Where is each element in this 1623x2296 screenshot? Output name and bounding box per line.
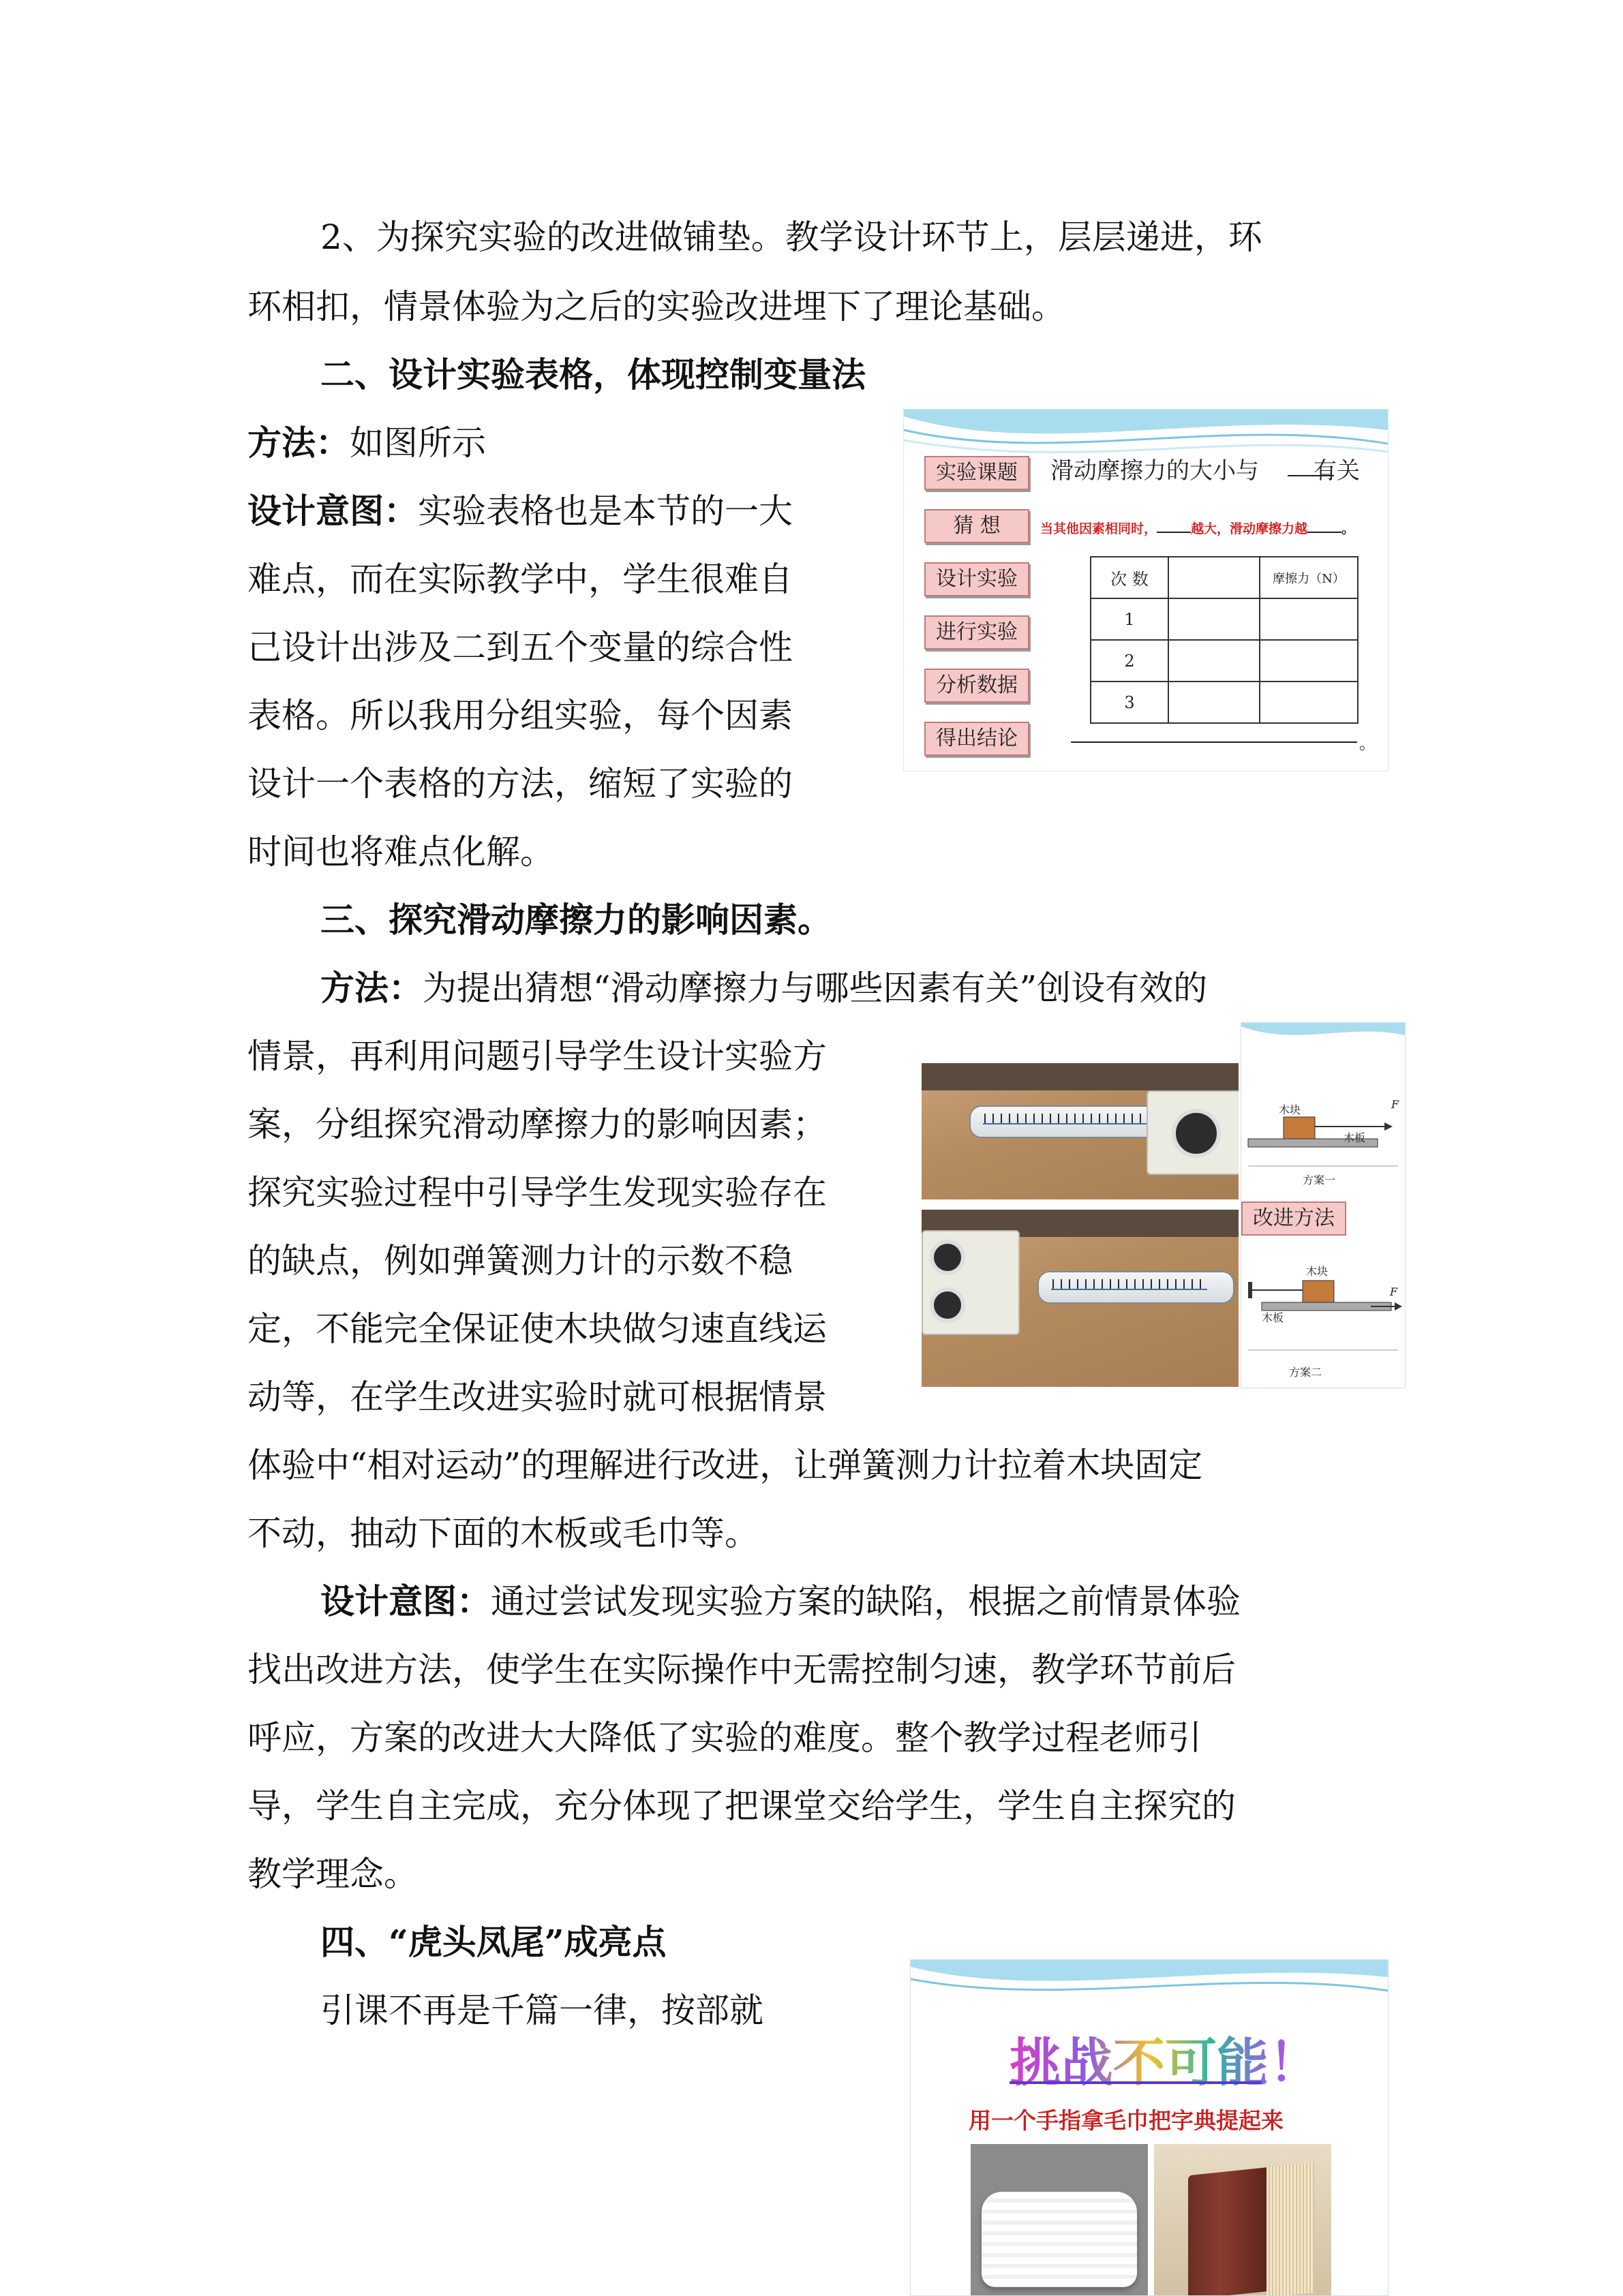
diag1-block-label: 木块 <box>1279 1103 1301 1116</box>
intent-line5: 设计一个表格的方法，缩短了实验的 <box>247 764 793 803</box>
challenge-title: 挑战不可能！ <box>1010 2021 1320 2096</box>
diag2-block-label: 木块 <box>1306 1265 1329 1278</box>
header-count: 次 数 <box>1091 557 1168 598</box>
m3-line3: 案，分组探究滑动摩擦力的影响因素； <box>247 1105 827 1144</box>
diag1-force-label: F <box>1391 1098 1399 1111</box>
intent-line2: 难点，而在实际教学中，学生很难自 <box>247 560 793 599</box>
diag-wave <box>1241 1023 1405 1050</box>
p1-line1: 2、为探究实验的改进做铺垫。教学设计环节上，层层递进，环 <box>320 217 1262 257</box>
slide1-guess <box>1040 519 1354 537</box>
btn-analyze-data[interactable]: 分析数据 <box>924 669 1029 703</box>
diag1-caption: 方案一 <box>1303 1174 1336 1187</box>
btn-experiment-topic[interactable]: 实验课题 <box>924 456 1029 490</box>
title-underline <box>1010 2081 1262 2084</box>
m3-line6: 定，不能完全保证使木块做匀速直线运 <box>247 1309 827 1349</box>
photo-experiment-2 <box>922 1210 1239 1387</box>
header-force: 摩擦力（N） <box>1260 557 1358 598</box>
btn-guess[interactable]: 猜 想 <box>924 509 1029 543</box>
section-4-heading: 四、“虎头凤尾”成亮点 <box>320 1922 667 1962</box>
diag2-force-label: F <box>1390 1285 1398 1298</box>
btn-do-experiment[interactable]: 进行实验 <box>924 615 1029 649</box>
method-text: 如图所示 <box>350 423 486 463</box>
intent-line3: 己设计出涉及二到五个变量的综合性 <box>247 628 793 667</box>
i3-label: 设计意图： <box>320 1581 491 1621</box>
intent-text-1: 实验表格也是本节的一大 <box>418 491 793 531</box>
intent-label: 设计意图： <box>247 491 418 531</box>
diag1-board-label: 木板 <box>1344 1131 1366 1144</box>
slide1-title-end: 有关 <box>1314 457 1360 485</box>
improvement-diagram <box>1241 1022 1406 1388</box>
i3-line2: 找出改进方法，使学生在实际操作中无需控制匀速，教学环节前后 <box>247 1650 1236 1689</box>
spring-scale-2 <box>1037 1271 1234 1304</box>
conclusion-blank <box>1071 741 1357 743</box>
challenge-subtitle: 用一个手指拿毛巾把字典提起来 <box>969 2107 1284 2134</box>
m3-line5: 的缺点，例如弹簧测力计的示数不稳 <box>247 1241 793 1281</box>
guess-end: 。 <box>1341 521 1355 536</box>
m3-line7: 动等，在学生改进实验时就可根据情景 <box>247 1377 827 1417</box>
m3-text-1: 为提出猜想“滑动摩擦力与哪些因素有关”创设有效的 <box>423 968 1208 1008</box>
row-1: 1 <box>1091 598 1168 640</box>
p1-line2: 环相扣，情景体验为之后的实验改进埋下了理论基础。 <box>247 287 1065 326</box>
data-table <box>1090 556 1359 724</box>
method-line <box>247 421 486 465</box>
section-2-heading: 二、设计实验表格，体现控制变量法 <box>320 354 866 395</box>
title-blank <box>1288 475 1334 476</box>
slide1-title <box>1050 452 1360 485</box>
guess-a: 当其他因素相同时， <box>1040 521 1157 536</box>
spring-scale-1 <box>969 1105 1177 1138</box>
m3-line4: 探究实验过程中引导学生发现实验存在 <box>247 1173 827 1212</box>
i3-line1 <box>320 1580 1241 1623</box>
m3-line9: 不动，抽动下面的木板或毛巾等。 <box>247 1514 759 1553</box>
i3-line3: 呼应，方案的改进大大降低了实验的难度。整个教学过程老师引 <box>247 1718 1202 1758</box>
intent-line1 <box>247 489 793 533</box>
challenge-slide <box>910 1959 1389 2296</box>
improve-method-button[interactable]: 改进方法 <box>1241 1201 1346 1236</box>
method-label: 方法： <box>247 423 350 463</box>
m3-label: 方法： <box>320 968 423 1008</box>
photo-experiment-1 <box>922 1063 1239 1199</box>
experiment-table-slide <box>903 409 1389 771</box>
m3-line2: 情景，再利用问题引导学生设计实验方 <box>247 1037 827 1076</box>
intent-line6: 时间也将难点化解。 <box>247 832 554 872</box>
dictionary-photo <box>1154 2144 1331 2295</box>
wood-block-2 <box>922 1230 1020 1335</box>
btn-design-experiment[interactable]: 设计实验 <box>924 562 1029 596</box>
i3-text-1: 通过尝试发现实验方案的缺陷，根据之前情景体验 <box>491 1582 1241 1621</box>
p4-line1: 引课不再是千篇一律，按部就 <box>320 1991 763 2030</box>
towel-photo <box>971 2144 1148 2295</box>
slide3-wave <box>911 1960 1388 2008</box>
wood-block-1 <box>1147 1090 1239 1175</box>
row-2: 2 <box>1091 640 1168 682</box>
i3-line4: 导，学生自主完成，充分体现了把课堂交给学生，学生自主探究的 <box>247 1786 1236 1826</box>
row-3: 3 <box>1091 682 1168 723</box>
scheme-1-drawing <box>1241 1064 1405 1180</box>
slide1-title-text: 滑动摩擦力的大小与 <box>1050 457 1259 485</box>
diag2-board-label: 木板 <box>1262 1311 1284 1324</box>
m3-line1 <box>320 966 1207 1010</box>
conclusion-end: 。 <box>1359 734 1376 753</box>
guess-b: 越大，滑动摩擦力越 <box>1191 521 1308 536</box>
m3-line8: 体验中“相对运动”的理解进行改进，让弹簧测力计拉着木块固定 <box>247 1445 1203 1485</box>
btn-conclusion[interactable]: 得出结论 <box>924 722 1029 756</box>
intent-line4: 表格。所以我用分组实验，每个因素 <box>247 696 793 735</box>
diag2-caption: 方案二 <box>1289 1366 1322 1379</box>
i3-line5: 教学理念。 <box>247 1854 418 1894</box>
section-3-heading: 三、探究滑动摩擦力的影响因素。 <box>320 900 832 940</box>
